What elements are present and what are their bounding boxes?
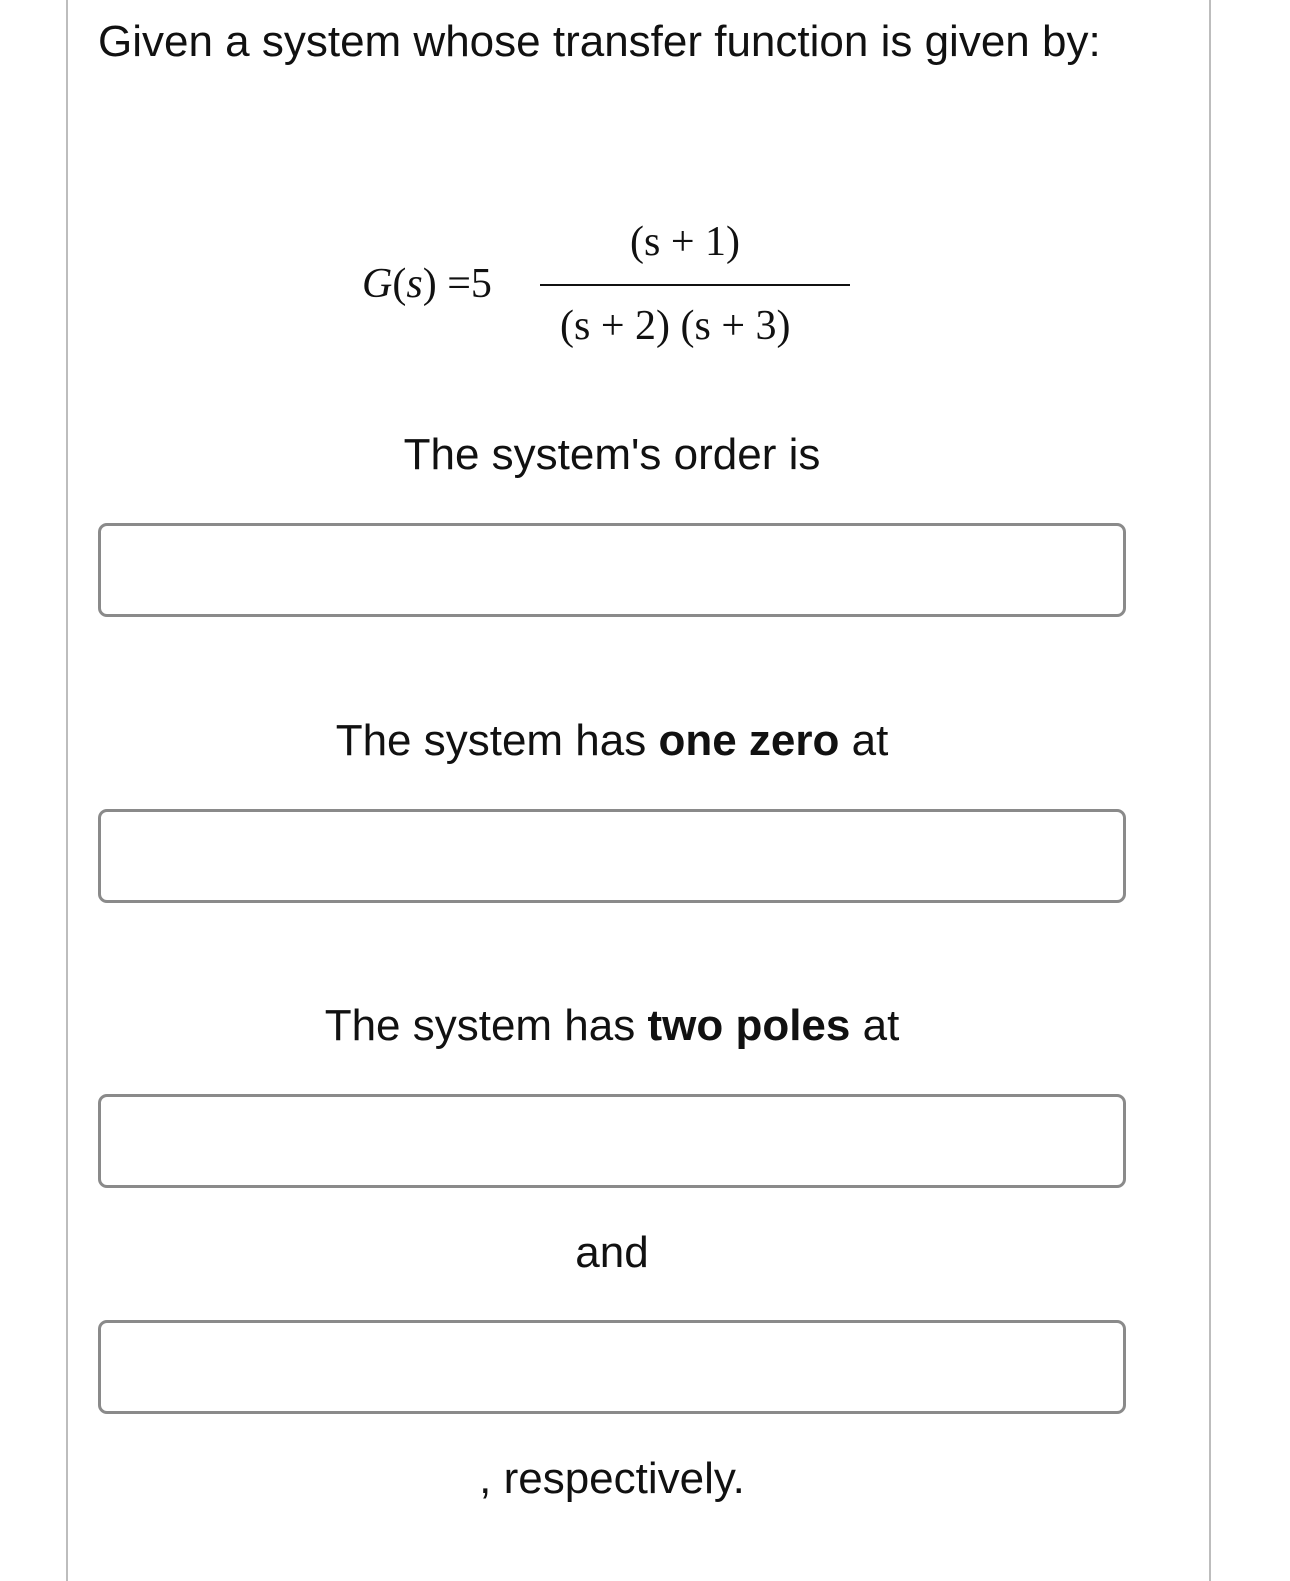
pole-1-answer-input[interactable] — [98, 1094, 1126, 1188]
and-label: and — [575, 1228, 649, 1277]
question-intro: Given a system whose transfer function is given by: — [98, 17, 1101, 66]
equation-open-paren: ( — [392, 261, 407, 307]
poles-prompt-pre: The system has — [324, 1001, 648, 1050]
poles-prompt-post: at — [850, 1001, 900, 1050]
respectively-label: , respectively. — [479, 1454, 745, 1503]
order-answer-input[interactable] — [98, 523, 1126, 617]
equation-lhs — [362, 260, 492, 308]
equation-equals: = — [447, 261, 471, 307]
pole-2-answer-input[interactable] — [98, 1320, 1126, 1414]
zero-prompt — [98, 713, 1126, 769]
equation-variable: s — [406, 261, 423, 307]
transfer-function-equation — [362, 218, 862, 348]
equation-close-paren: ) — [422, 261, 437, 307]
fraction-bar — [540, 284, 850, 286]
equation-gain: 5 — [470, 261, 492, 307]
poles-prompt-bold: two poles — [647, 1001, 851, 1050]
zero-prompt-bold: one zero — [658, 716, 840, 765]
order-prompt: The system's order is — [403, 430, 821, 479]
poles-prompt — [98, 998, 1126, 1054]
equation-denominator: (s + 2) (s + 3) — [560, 303, 791, 349]
zero-answer-input[interactable] — [98, 809, 1126, 903]
equation-numerator: (s + 1) — [630, 219, 741, 265]
zero-prompt-post: at — [839, 716, 889, 765]
equation-function-name: G — [362, 261, 393, 307]
zero-prompt-pre: The system has — [335, 716, 659, 765]
equation-fraction — [540, 218, 850, 348]
